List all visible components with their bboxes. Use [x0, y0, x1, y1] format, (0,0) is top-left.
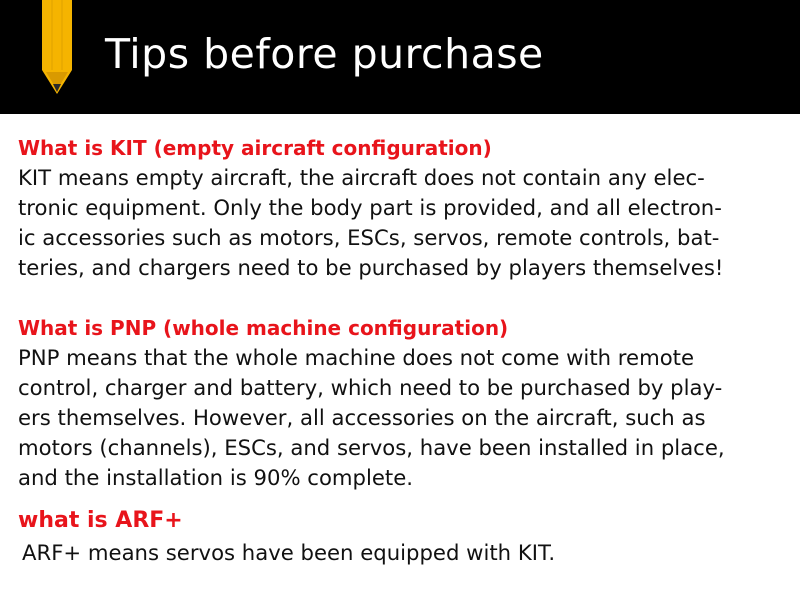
paragraph-line: teries, and chargers need to be purchased by players themselves! [18, 255, 724, 280]
section-pnp [18, 313, 788, 493]
content-area [18, 133, 788, 493]
paragraph-line: KIT means empty aircraft, the aircraft does not contain any elec- [18, 165, 705, 190]
section-heading-pnp: What is PNP (whole machine configuration) [18, 316, 509, 340]
paragraph-line: control, charger and battery, which need to be purchased by play- [18, 375, 723, 400]
section-heading-kit: What is KIT (empty aircraft configuration) [18, 136, 492, 160]
section-kit [18, 133, 788, 283]
header-banner [0, 0, 800, 114]
paragraph-line: ic accessories such as motors, ESCs, servos, remote controls, bat- [18, 225, 720, 250]
paragraph-line: and the installation is 90% complete. [18, 465, 414, 490]
paragraph-line: ARF+ means servos have been equipped with KIT. [22, 540, 556, 565]
section-heading-arf: what is ARF+ [18, 508, 183, 533]
paragraph-line: tronic equipment. Only the body part is provided, and all electron- [18, 195, 722, 220]
paragraph-line: PNP means that the whole machine does not come with remote [18, 345, 695, 370]
pencil-icon [40, 0, 74, 96]
paragraph-line: ers themselves. However, all accessories on the aircraft, such as [18, 405, 706, 430]
page-title: Tips before purchase [105, 30, 544, 78]
paragraph-line: motors (channels), ESCs, and servos, have been installed in place, [18, 435, 725, 460]
section-spacer [18, 283, 788, 313]
